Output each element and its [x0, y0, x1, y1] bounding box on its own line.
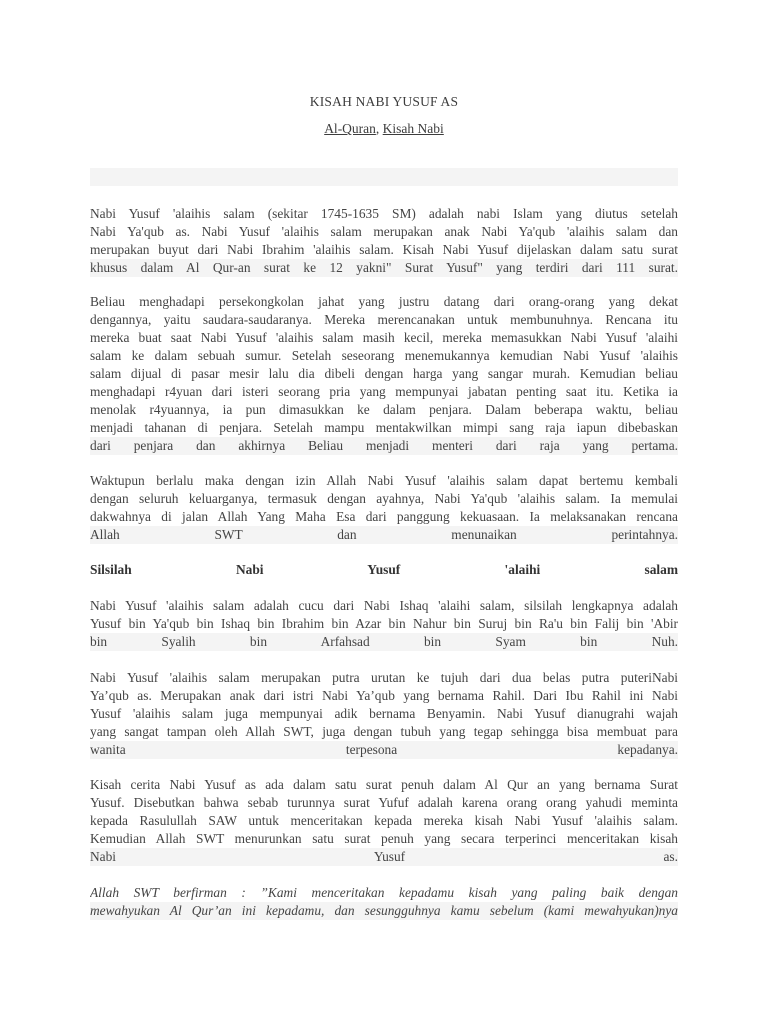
article-categories: [0, 121, 768, 137]
paragraph: [90, 597, 678, 651]
paragraph-line: wanita terpesona kepadanya.: [90, 742, 678, 757]
paragraph-line: Kemudian Allah SWT menurunkan satu surat penuh yang secara terperinci menceritakan kisah: [90, 831, 678, 846]
paragraph: [90, 669, 678, 759]
paragraph-line: salam ke dalam sebuah sumur. Setelah seseorang menemukannya kemudian Nabi Yusuf 'alaihis: [90, 348, 678, 363]
category-link-al-quran[interactable]: Al-Quran: [324, 121, 376, 136]
paragraph-line: mewahyukan Al Qur’an ini kepadamu, dan sesungguhnya kamu sebelum (kami mewahyukan)nya: [90, 903, 678, 918]
separator-bar: [90, 168, 678, 186]
category-separator: ,: [375, 121, 380, 136]
paragraph-line: Nabi Ya'qub as. Nabi Yusuf 'alaihis salam merupakan anak Nabi Ya'qub 'alaihis salam dan: [90, 224, 678, 239]
paragraph: [90, 884, 678, 920]
paragraph-line: merupakan buyut dari Nabi Ibrahim 'alaihis salam. Kisah Nabi Yusuf dijelaskan dalam satu surat: [90, 242, 678, 257]
paragraph: [90, 776, 678, 866]
paragraph-line: menjadi tahanan di penjara. Setelah mampu mentakwilkan mimpi sang raja iapun dibebaskan: [90, 420, 678, 435]
article-title: KISAH NABI YUSUF AS: [309, 94, 459, 109]
paragraph-line: Nabi Yusuf as.: [90, 849, 678, 864]
paragraph: [90, 205, 678, 277]
paragraph-line: yang sangat tampan oleh Allah SWT, juga dengan tubuh yang tegap sehingga bisa membuat para: [90, 724, 678, 739]
paragraph-line: kepada Rasulullah SAW untuk menceritakan kepada mereka kisah Nabi Yusuf 'alaihis salam.: [90, 813, 678, 828]
paragraph-line: bin Syalih bin Arfahsad bin Syam bin Nuh.: [90, 634, 678, 649]
paragraph-line: Yusuf bin Ya'qub bin Ishaq bin Ibrahim bin Azar bin Nahur bin Suruj bin Ra'u bin Falij bin 'Abir: [90, 616, 678, 631]
paragraph-line: Allah SWT berfirman : ”Kami menceritakan kepadamu kisah yang paling baik dengan: [90, 885, 678, 900]
category-link-kisah-nabi[interactable]: Kisah Nabi: [382, 121, 444, 136]
paragraph-line: dari penjara dan akhirnya Beliau menjadi menteri dari raja yang pertama.: [90, 438, 678, 453]
paragraph-line: Silsilah Nabi Yusuf 'alaihi salam: [90, 562, 678, 577]
paragraph-line: dakwahnya di jalan Allah Yang Maha Esa dari panggung kekuasaan. Ia melaksanakan rencana: [90, 509, 678, 524]
paragraph-line: dengannya, yaitu saudara-saudaranya. Mereka merencanakan untuk membunuhnya. Rencana itu: [90, 312, 678, 327]
paragraph: [90, 472, 678, 544]
paragraph-line: menolak r4yuannya, ia pun dimasukkan ke dalam penjara. Dalam beberapa waktu, beliau: [90, 402, 678, 417]
paragraph-line: Waktupun berlalu maka dengan izin Allah Nabi Yusuf 'alaihis salam dapat bertemu kembali: [90, 473, 678, 488]
paragraph-line: Allah SWT dan menunaikan perintahnya.: [90, 527, 678, 542]
section-heading: [90, 561, 678, 579]
paragraph-line: Yusuf 'alaihis salam juga mempunyai adik bernama Benyamin. Nabi Yusuf dianugrahi wajah: [90, 706, 678, 721]
paragraph-line: menghadapi r4yuan dari isteri seorang pria yang mempunyai jabatan penting saat itu. Ketika ia: [90, 384, 678, 399]
paragraph-line: Yusuf. Disebutkan bahwa sebab turunnya surat Yufuf adalah karena orang orang yahudi meminta: [90, 795, 678, 810]
paragraph-line: Beliau menghadapi persekongkolan jahat yang justru datang dari orang-orang yang dekat: [90, 294, 678, 309]
paragraph: [90, 293, 678, 455]
paragraph-line: Kisah cerita Nabi Yusuf as ada dalam satu surat penuh dalam Al Qur an yang bernama Surat: [90, 777, 678, 792]
paragraph-line: Nabi Yusuf 'alaihis salam (sekitar 1745-1635 SM) adalah nabi Islam yang diutus setelah: [90, 206, 678, 221]
paragraph-line: Nabi Yusuf 'alaihis salam merupakan putra urutan ke tujuh dari dua belas putra puteriNabi: [90, 670, 678, 685]
paragraph-line: mereka buat saat Nabi Yusuf 'alaihis salam masih kecil, mereka memasukkan Nabi Yusuf 'alaihi: [90, 330, 678, 345]
paragraph-line: Ya’qub as. Merupakan anak dari istri Nabi Ya’qub yang bernama Rahil. Dari Ibu Rahil ini Nabi: [90, 688, 678, 703]
paragraph-line: dengan seluruh keluarganya, termasuk dengan ayahnya, Nabi Ya'qub 'alaihis salam. Ia memulai: [90, 491, 678, 506]
paragraph-line: khusus dalam Al Qur-an surat ke 12 yakni" Surat Yusuf" yang terdiri dari 111 surat.: [90, 260, 678, 275]
paragraph-line: salam dijual di pasar mesir lalu dia dibeli dengan harga yang sangar murah. Kemudian beliau: [90, 366, 678, 381]
paragraph-line: Nabi Yusuf 'alaihis salam adalah cucu dari Nabi Ishaq 'alaihi salam, silsilah lengkapnya adalah: [90, 598, 678, 613]
